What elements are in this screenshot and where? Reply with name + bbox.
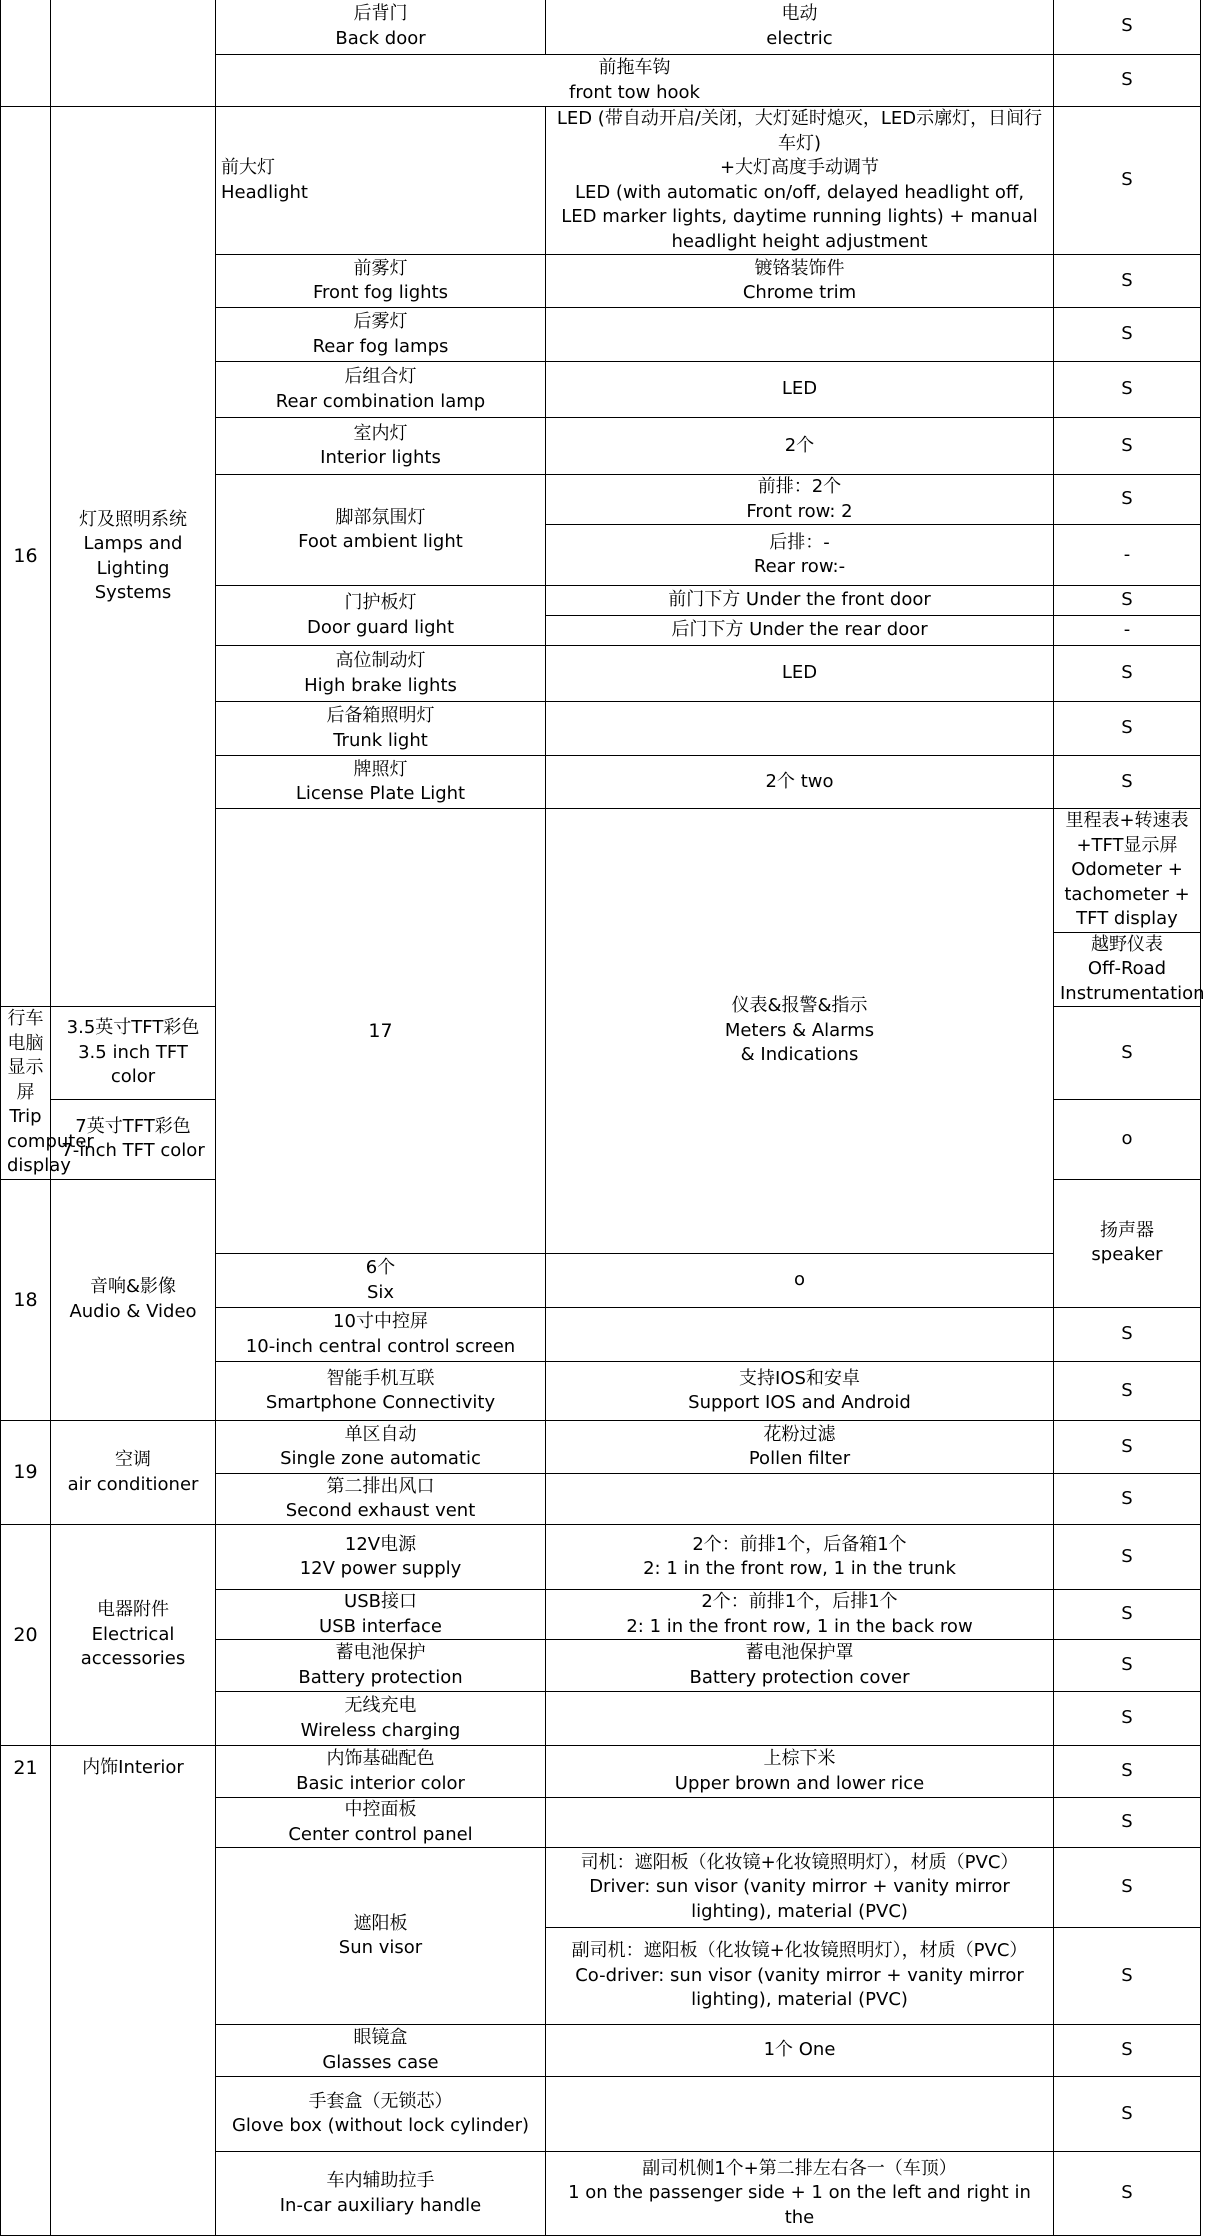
item-name-line: License Plate Light (295, 783, 466, 804)
item-spec-line: Pollen filter (748, 1448, 851, 1469)
item-name (216, 107, 546, 255)
section-category-line: Meters & Alarms (724, 1019, 875, 1041)
item-name-line: Wireless charging (300, 1719, 461, 1741)
item-spec-line: Upper brown and lower rice (674, 1772, 925, 1794)
item-name (216, 475, 546, 586)
item-spec-line: 司机：遮阳板（化妆镜+化妆镜照明灯），材质（PVC） (580, 1851, 1019, 1873)
section-category-line: air conditioner (67, 1473, 199, 1495)
availability-flag-line: S (1121, 662, 1133, 684)
item-name-line: front tow hook (569, 81, 700, 103)
item-name (216, 1474, 546, 1525)
item-name-line: 12V power supply (299, 1558, 462, 1579)
item-spec-line: 1 on the passenger side + 1 on the left and right in the (568, 2182, 1031, 2228)
item-name-line: 车内辅助拉手 (326, 2170, 435, 2191)
item-spec (546, 2025, 1054, 2077)
availability-flag-line: S (1121, 15, 1133, 37)
item-spec-line: LED (781, 378, 818, 400)
item-spec-line: LED (with automatic on/off, delayed headlight off, LED marker lights, daytime running lights) + manual headlight height adjustment (561, 181, 1038, 252)
item-name-line: Center control panel (288, 1823, 473, 1845)
section-number (216, 809, 546, 1254)
item-spec (51, 1007, 216, 1100)
availability-flag-line: S (1121, 2102, 1133, 2124)
item-name-line: Glove box (without lock cylinder) (231, 2115, 530, 2136)
item-name-line: USB interface (319, 1615, 442, 1637)
item-name-line: 前大灯 (221, 157, 275, 178)
availability-flag (1054, 1928, 1201, 2025)
section-category-line: Lamps and (83, 533, 183, 554)
item-name (216, 1590, 546, 1640)
item-spec (546, 586, 1054, 616)
item-spec-line: 2: 1 in the front row, 1 in the back row (626, 1615, 973, 1637)
item-spec-line: 前门下方 Under the front door (668, 589, 931, 611)
item-name (216, 2077, 546, 2152)
item-name (216, 1308, 546, 1362)
item-name (216, 1692, 546, 1746)
item-spec-line: 1个 One (763, 2039, 836, 2061)
section-category-line: Electrical (91, 1623, 175, 1645)
availability-flag (1054, 1798, 1201, 1848)
item-spec (216, 1254, 546, 1308)
section-category-line: 音响&影像 (89, 1276, 177, 1298)
table-row (1, 1525, 1201, 1590)
item-name (1054, 932, 1205, 1007)
item-name-line: 脚部氛围灯 (335, 506, 426, 528)
availability-flag-line: S (1121, 1654, 1133, 1676)
item-spec (546, 1525, 1054, 1590)
table-row (1, 107, 1201, 255)
availability-flag-line: S (1121, 1323, 1133, 1345)
availability-flag-line: S (1121, 1811, 1133, 1833)
item-spec-line: 7英寸TFT彩色 (75, 1115, 191, 1137)
item-name-line: Battery protection (298, 1666, 463, 1688)
availability-flag (1054, 2152, 1201, 2236)
item-spec (546, 1848, 1054, 1928)
item-name-line: 室内灯 (353, 422, 408, 444)
item-name-line: 遮阳板 (353, 1912, 408, 1934)
section-number-line: 21 (13, 1757, 38, 1779)
item-name (216, 646, 546, 702)
item-name-line: Basic interior color (296, 1772, 465, 1794)
availability-flag-line: S (1121, 488, 1133, 510)
availability-flag-line: S (1121, 2039, 1133, 2061)
availability-flag (1054, 362, 1201, 418)
item-spec (51, 1099, 216, 1179)
item-name (216, 1362, 546, 1421)
availability-flag (1054, 475, 1201, 525)
item-spec (546, 1692, 1054, 1746)
availability-flag-line: S (1121, 269, 1133, 291)
item-spec-line: 副司机：遮阳板（化妆镜+化妆镜照明灯），材质（PVC） (571, 1940, 1028, 1962)
item-spec (546, 0, 1054, 55)
availability-flag-line: S (1121, 1760, 1133, 1782)
item-spec-line: LED (带自动开启/关闭，大灯延时熄灭，LED示廓灯，日间行车灯) (556, 108, 1043, 154)
section-category-line: 仪表&报警&指示 (731, 995, 868, 1017)
availability-flag (1054, 1692, 1201, 1746)
item-spec-line: 前排：2个 (757, 476, 842, 497)
table-row (1, 1746, 1201, 1798)
item-name-line: Trunk light (333, 729, 428, 751)
item-spec (546, 1474, 1054, 1525)
item-name-line: 后备箱照明灯 (326, 705, 435, 726)
availability-flag-line: S (1121, 69, 1133, 91)
item-spec-line: 2个：前排1个，后排1个 (701, 1591, 898, 1612)
item-name-line: Glasses case (322, 2051, 439, 2073)
availability-flag-line: S (1121, 2182, 1133, 2204)
availability-flag (1054, 525, 1201, 586)
item-spec-line: 蓄电池保护罩 (745, 1642, 854, 1663)
item-name-line: Headlight (221, 181, 308, 203)
item-name-line: 手套盒（无锁芯） (308, 2090, 453, 2112)
section-number (1, 1421, 51, 1525)
item-spec-line: +大灯高度手动调节 (719, 157, 880, 178)
item-name-line: 眼镜盒 (353, 2027, 408, 2048)
item-spec-line: Six (366, 1281, 395, 1303)
item-name-line: Odometer + tachometer + TFT display (1064, 859, 1190, 929)
availability-flag (1054, 1746, 1201, 1798)
availability-flag (1054, 1007, 1201, 1100)
item-name-line: 10-inch central control screen (245, 1335, 516, 1357)
availability-flag-line: S (1121, 717, 1133, 739)
availability-flag (1054, 2077, 1201, 2152)
item-spec (546, 1928, 1054, 2025)
availability-flag (546, 1254, 1054, 1308)
item-spec-line: electric (766, 27, 833, 49)
item-spec (546, 756, 1054, 809)
item-spec (546, 2152, 1054, 2236)
item-spec (546, 702, 1054, 756)
item-spec-line: 2个 (784, 434, 815, 456)
item-name-line: 扬声器 (1100, 1219, 1154, 1241)
item-spec (546, 475, 1054, 525)
item-spec (546, 646, 1054, 702)
item-name-line: speaker (1091, 1244, 1163, 1266)
availability-flag (1054, 1525, 1201, 1590)
availability-flag-line: S (1121, 1603, 1133, 1625)
section-category-line: & Indications (740, 1044, 859, 1066)
item-spec-line: 6个 (365, 1257, 396, 1278)
item-spec-line: LED (781, 662, 818, 684)
section-number (1, 1746, 51, 2236)
item-spec (546, 1640, 1054, 1692)
item-name (216, 2025, 546, 2077)
availability-flag-line: S (1121, 1876, 1133, 1898)
item-spec (546, 1362, 1054, 1421)
availability-flag-line: S (1121, 169, 1133, 191)
availability-flag (1054, 2025, 1201, 2077)
availability-flag (1054, 1640, 1201, 1692)
item-name-line: Rear fog lamps (312, 335, 449, 357)
item-name-line: 后背门 (353, 3, 408, 24)
item-name-line: 后雾灯 (353, 311, 408, 332)
availability-flag (1054, 702, 1201, 756)
section-number (1, 0, 51, 107)
item-name (216, 362, 546, 418)
item-spec (546, 1421, 1054, 1474)
item-name-line: USB接口 (344, 1591, 417, 1612)
availability-flag-line: S (1121, 1964, 1133, 1986)
item-name-line: 里程表+转速表+TFT显示屏 (1065, 810, 1189, 856)
item-spec (546, 1308, 1054, 1362)
section-number-line: 20 (13, 1623, 38, 1646)
item-name-line: 后组合灯 (344, 366, 417, 387)
item-name-line: 高位制动灯 (335, 650, 426, 671)
section-number (1, 1525, 51, 1746)
availability-flag-line: S (1121, 1041, 1133, 1063)
item-spec-line: 上棕下米 (763, 1748, 836, 1769)
section-number (1, 1179, 51, 1421)
item-name-line: Second exhaust vent (285, 1500, 476, 1521)
item-name (216, 586, 546, 646)
item-name (1054, 809, 1201, 933)
item-spec (546, 616, 1054, 646)
item-name-line: 前拖车钩 (598, 57, 671, 78)
item-name-line: 蓄电池保护 (335, 1642, 426, 1663)
item-name-line: Door guard light (307, 616, 454, 638)
availability-flag (1054, 308, 1201, 362)
item-spec (546, 1590, 1054, 1640)
section-number-line: 19 (13, 1461, 38, 1484)
availability-flag (1054, 55, 1201, 107)
table-row (1, 0, 1201, 55)
availability-flag (1054, 255, 1201, 308)
item-name (216, 1848, 546, 2025)
item-spec-line: 电动 (781, 3, 818, 24)
section-number-line: 18 (13, 1288, 38, 1311)
item-spec-line: Support IOS and Android (688, 1392, 911, 1413)
item-spec-line: 副司机侧1个+第二排左右各一（车顶） (642, 2157, 957, 2179)
item-spec-line: 后门下方 Under the rear door (671, 619, 928, 641)
item-spec-line: Rear row:- (753, 556, 846, 577)
availability-flag (1054, 107, 1201, 255)
item-name (216, 2152, 546, 2236)
availability-flag-line: o (1121, 1127, 1133, 1149)
item-name (216, 1640, 546, 1692)
item-spec (546, 418, 1054, 475)
section-category (51, 0, 216, 107)
availability-flag (1054, 1590, 1201, 1640)
item-name-line: 无线充电 (344, 1695, 417, 1716)
item-name-line: 第二排出风口 (326, 1475, 435, 1497)
item-spec-line: 3.5 inch TFT color (78, 1041, 188, 1088)
availability-flag-line: o (793, 1269, 805, 1291)
item-spec (546, 1798, 1054, 1848)
item-spec-line: 花粉过滤 (763, 1423, 836, 1445)
item-name-line: 10寸中控屏 (333, 1311, 428, 1332)
availability-flag-line: S (1121, 1545, 1133, 1567)
item-spec (546, 255, 1054, 308)
item-spec (546, 1746, 1054, 1798)
item-name (216, 1798, 546, 1848)
item-name-line: 12V电源 (344, 1533, 417, 1555)
item-name (216, 1525, 546, 1590)
section-category (546, 809, 1054, 1254)
item-name-line: Rear combination lamp (275, 390, 486, 412)
section-category (51, 1421, 216, 1525)
section-category-line: 灯及照明系统 (79, 508, 187, 530)
section-number-line: 16 (13, 545, 38, 568)
item-name-line: Sun visor (338, 1937, 423, 1958)
item-name-line: High brake lights (304, 674, 457, 696)
item-spec-line: 7-inch TFT color (61, 1140, 205, 1162)
availability-flag (1054, 1308, 1201, 1362)
section-category (51, 1525, 216, 1746)
item-spec-line: Battery protection cover (689, 1666, 910, 1688)
item-name (216, 1421, 546, 1474)
item-name (216, 308, 546, 362)
item-name-line: Smartphone Connectivity (265, 1392, 496, 1413)
section-number-line: 17 (368, 1019, 393, 1042)
availability-flag (1054, 0, 1201, 55)
item-name-line: 牌照灯 (353, 758, 408, 780)
section-category-line: 空调 (115, 1449, 151, 1470)
availability-flag-line: S (1121, 589, 1133, 611)
availability-flag-line: - (1123, 619, 1131, 641)
item-name-line: 前雾灯 (353, 257, 408, 279)
availability-flag (1054, 616, 1201, 646)
section-category-line: Lighting Systems (94, 557, 172, 603)
availability-flag (1054, 1474, 1201, 1525)
item-spec (546, 525, 1054, 586)
availability-flag (1054, 1848, 1201, 1928)
item-spec-line: 镀铬装饰件 (754, 257, 845, 279)
item-spec (546, 362, 1054, 418)
item-name (216, 702, 546, 756)
item-name-line: Front fog lights (312, 282, 449, 303)
availability-flag-line: S (1121, 378, 1133, 400)
section-category (51, 107, 216, 1007)
item-spec (546, 308, 1054, 362)
item-spec-line: 2个：前排1个，后备箱1个 (692, 1533, 907, 1555)
section-number (1, 107, 51, 1007)
item-name-line: Back door (335, 27, 426, 49)
section-category-line: Audio & Video (69, 1300, 197, 1322)
item-name-line: Single zone automatic (280, 1448, 481, 1469)
availability-flag-line: S (1121, 770, 1133, 792)
item-name (216, 418, 546, 475)
availability-flag-line: S (1121, 1487, 1133, 1509)
availability-flag-line: S (1121, 1379, 1133, 1401)
item-name (216, 255, 546, 308)
item-spec-line: 后排：- (769, 531, 830, 553)
item-name-line: 行车电脑显示屏 (7, 1008, 44, 1103)
section-category (51, 1746, 216, 2236)
item-name (1054, 1179, 1201, 1308)
availability-flag (1054, 586, 1201, 616)
item-spec-line: 3.5英寸TFT彩色 (66, 1017, 200, 1039)
item-name-line: 越野仪表 (1091, 933, 1163, 955)
item-spec-line: Front row: 2 (746, 500, 853, 522)
item-spec-line: 2个 two (765, 770, 834, 792)
item-spec-line: Co-driver: sun visor (vanity mirror + vanity mirror lighting), material (PVC) (575, 1964, 1024, 2011)
availability-flag-line: S (1121, 1707, 1133, 1729)
availability-flag-line: S (1121, 323, 1133, 345)
item-name-line: 智能手机互联 (326, 1367, 435, 1389)
item-spec-line: Chrome trim (742, 282, 857, 303)
availability-flag (1054, 1421, 1201, 1474)
availability-flag (1054, 646, 1201, 702)
item-name-line: 中控面板 (344, 1799, 417, 1820)
item-spec (546, 2077, 1054, 2152)
item-name-line: Off-Road Instrumentation (1060, 958, 1205, 1004)
availability-flag (1054, 1099, 1201, 1179)
section-category-line: accessories (80, 1648, 186, 1670)
item-name-line: Foot ambient light (298, 531, 463, 552)
item-name-line: Interior lights (320, 447, 441, 468)
item-name (216, 55, 1054, 107)
section-category-line: 电器附件 (97, 1599, 169, 1621)
item-name (1, 1007, 94, 1180)
item-name-line: In-car auxiliary handle (279, 2194, 482, 2216)
item-name (216, 0, 546, 55)
item-spec-line: 2: 1 in the front row, 1 in the trunk (643, 1558, 956, 1579)
availability-flag (1054, 1362, 1201, 1421)
section-category-line: 内饰Interior (82, 1757, 184, 1778)
table-row (1, 1421, 1201, 1474)
item-name-line: 内饰基础配色 (326, 1748, 435, 1769)
item-name-line: Trip computer display (7, 1106, 94, 1176)
item-spec-line: Driver: sun visor (vanity mirror + vanity mirror lighting), material (PVC) (589, 1876, 1010, 1922)
section-category (51, 1179, 216, 1421)
item-name (216, 756, 546, 809)
item-name-line: 单区自动 (344, 1423, 417, 1445)
item-name (216, 1746, 546, 1798)
availability-flag (1054, 756, 1201, 809)
availability-flag-line: - (1123, 543, 1131, 565)
availability-flag-line: S (1121, 1435, 1133, 1457)
availability-flag-line: S (1121, 434, 1133, 456)
item-name-line: 门护板灯 (344, 592, 417, 613)
item-spec (546, 107, 1054, 255)
availability-flag (1054, 418, 1201, 475)
item-spec-line: 支持IOS和安卓 (739, 1367, 860, 1389)
